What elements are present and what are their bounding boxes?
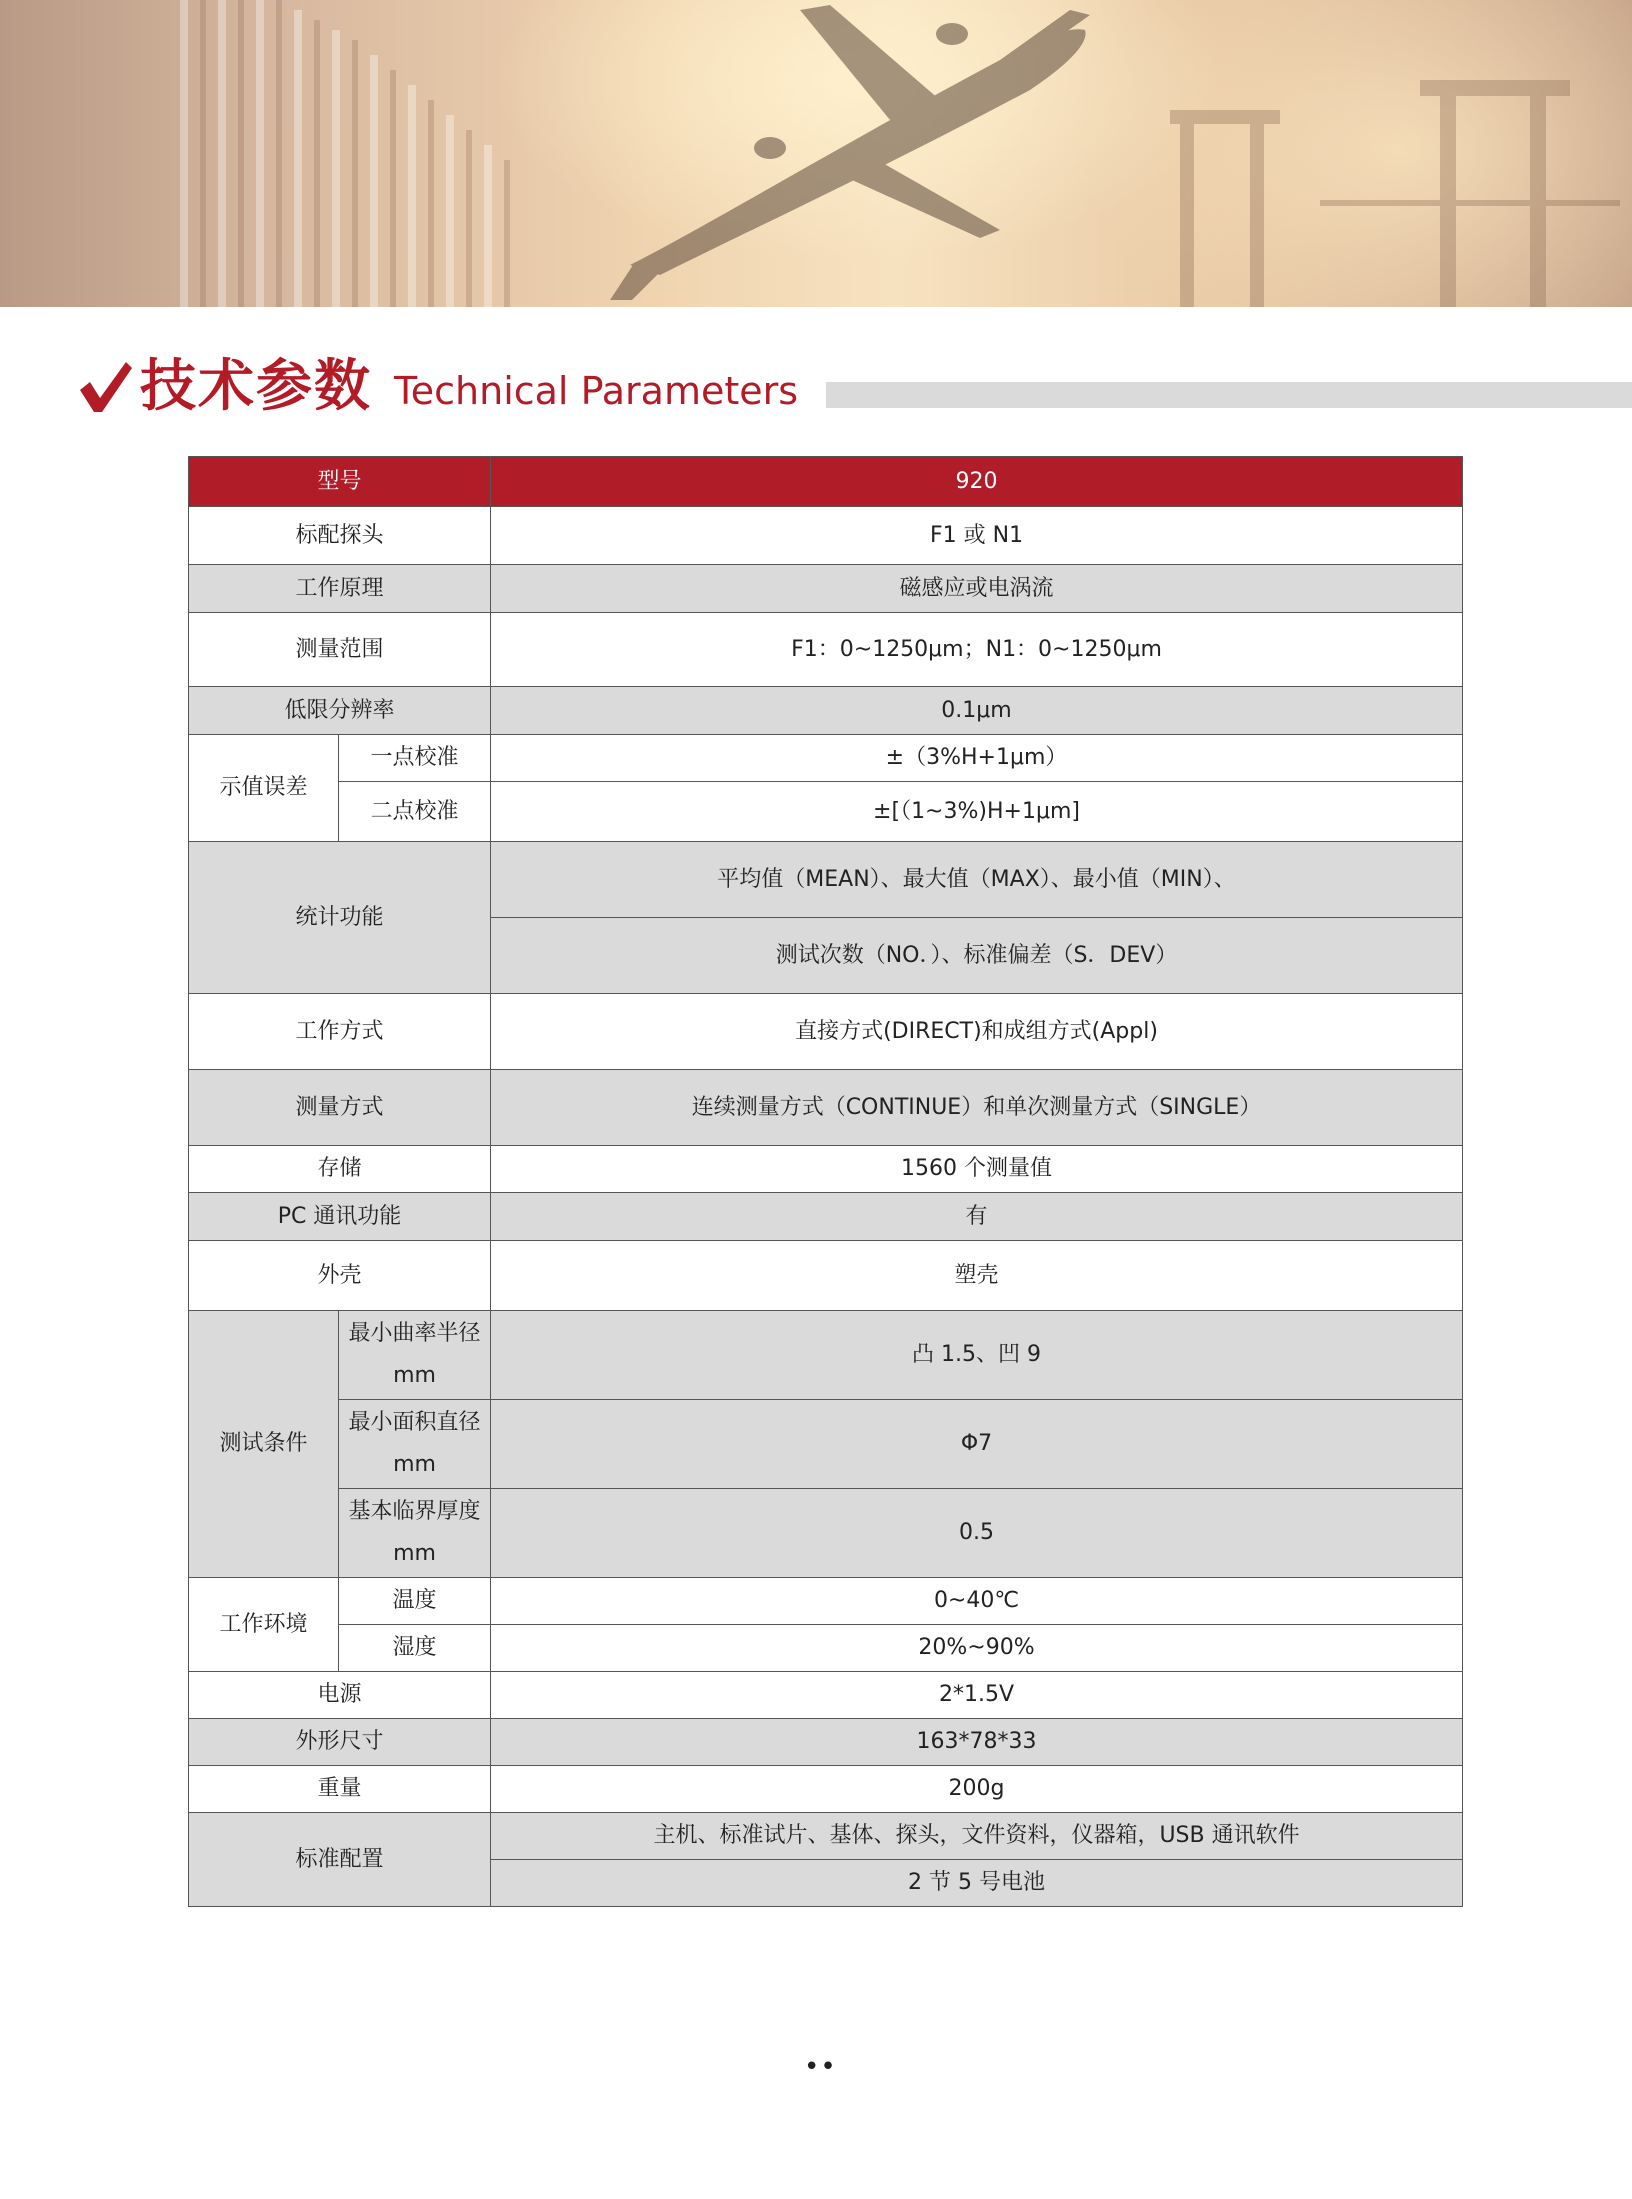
header-model-label: 型号 xyxy=(189,457,491,507)
section-heading xyxy=(76,352,1632,422)
table-row xyxy=(189,1489,1463,1578)
row-label: 存储 xyxy=(189,1146,491,1193)
header-model-value: 920 xyxy=(491,457,1463,507)
table-row xyxy=(189,1766,1463,1813)
table-row xyxy=(189,507,1463,565)
row-label: 重量 xyxy=(189,1766,491,1813)
row-value: 0~40℃ xyxy=(491,1578,1463,1625)
table-row xyxy=(189,1625,1463,1672)
airplane-cargo-illustration xyxy=(0,0,1632,307)
table-row xyxy=(189,1578,1463,1625)
row-value: F1：0~1250μm；N1：0~1250μm xyxy=(491,613,1463,687)
title-english: Technical Parameters xyxy=(394,369,799,413)
row-label: 外形尺寸 xyxy=(189,1719,491,1766)
row-label: 低限分辨率 xyxy=(189,687,491,735)
row-value: 磁感应或电涡流 xyxy=(491,565,1463,613)
row-value: 凸 1.5、凹 9 xyxy=(491,1311,1463,1400)
table-row xyxy=(189,1719,1463,1766)
row-sub-label: 湿度 xyxy=(339,1625,491,1672)
sub-label-line: 最小曲率半径 xyxy=(348,1321,481,1346)
row-label: 测量方式 xyxy=(189,1070,491,1146)
row-value: 20%~90% xyxy=(491,1625,1463,1672)
row-label: 外壳 xyxy=(189,1241,491,1311)
table-row xyxy=(189,1070,1463,1146)
row-value: 1560 个测量值 xyxy=(491,1146,1463,1193)
row-value: 163*78*33 xyxy=(491,1719,1463,1766)
row-value: 测试次数（NO．）、标准偏差（S．DEV） xyxy=(491,918,1463,994)
row-value: 有 xyxy=(491,1193,1463,1241)
row-label: 测量范围 xyxy=(189,613,491,687)
sub-label-unit: mm xyxy=(393,1452,436,1477)
table-row xyxy=(189,687,1463,735)
row-value: F1 或 N1 xyxy=(491,507,1463,565)
row-sub-label xyxy=(339,1489,491,1578)
sub-label-unit: mm xyxy=(393,1541,436,1566)
sub-label-line: 基本临界厚度 xyxy=(348,1499,481,1524)
row-group-label: 工作环境 xyxy=(189,1578,339,1672)
table-header-row xyxy=(189,457,1463,507)
row-sub-label: 二点校准 xyxy=(339,782,491,842)
row-label: 标配探头 xyxy=(189,507,491,565)
row-value: 200g xyxy=(491,1766,1463,1813)
row-sub-label: 温度 xyxy=(339,1578,491,1625)
row-value: 塑壳 xyxy=(491,1241,1463,1311)
row-label: PC 通讯功能 xyxy=(189,1193,491,1241)
row-group-label: 测试条件 xyxy=(189,1311,339,1578)
row-label: 电源 xyxy=(189,1672,491,1719)
table-row xyxy=(189,1241,1463,1311)
table-row xyxy=(189,1193,1463,1241)
spec-table xyxy=(188,456,1463,1907)
row-value: 主机、标准试片、基体、探头，文件资料，仪器箱，USB 通讯软件 xyxy=(491,1813,1463,1860)
row-value: ±（3%H+1μm） xyxy=(491,735,1463,782)
row-label: 统计功能 xyxy=(189,842,491,994)
page-marker: •• xyxy=(804,2052,837,2082)
table-row xyxy=(189,1311,1463,1400)
row-label: 工作原理 xyxy=(189,565,491,613)
title-decoration-bar xyxy=(826,382,1632,408)
row-label: 工作方式 xyxy=(189,994,491,1070)
table-row xyxy=(189,1672,1463,1719)
row-value: 平均值（MEAN）、最大值（MAX）、最小值（MIN）、 xyxy=(491,842,1463,918)
row-value: 连续测量方式（CONTINUE）和单次测量方式（SINGLE） xyxy=(491,1070,1463,1146)
table-row xyxy=(189,994,1463,1070)
table-row xyxy=(189,1813,1463,1860)
table-row xyxy=(189,1400,1463,1489)
row-sub-label xyxy=(339,1311,491,1400)
row-value: 0.5 xyxy=(491,1489,1463,1578)
row-value: 2 节 5 号电池 xyxy=(491,1860,1463,1907)
table-row xyxy=(189,842,1463,918)
table-row xyxy=(189,782,1463,842)
row-value: ±[（1~3%)H+1μm] xyxy=(491,782,1463,842)
row-value: 直接方式(DIRECT)和成组方式(Appl) xyxy=(491,994,1463,1070)
row-group-label: 示值误差 xyxy=(189,735,339,842)
row-sub-label: 一点校准 xyxy=(339,735,491,782)
sub-label-unit: mm xyxy=(393,1363,436,1388)
row-value: 2*1.5V xyxy=(491,1672,1463,1719)
table-row xyxy=(189,735,1463,782)
table-row xyxy=(189,613,1463,687)
title-chinese: 技术参数 xyxy=(140,354,372,419)
header-banner xyxy=(0,0,1632,307)
table-row xyxy=(189,1146,1463,1193)
table-row xyxy=(189,565,1463,613)
row-value: 0.1μm xyxy=(491,687,1463,735)
row-sub-label xyxy=(339,1400,491,1489)
row-value: Φ7 xyxy=(491,1400,1463,1489)
row-label: 标准配置 xyxy=(189,1813,491,1907)
sub-label-line: 最小面积直径 xyxy=(348,1410,481,1435)
checkmark-icon xyxy=(76,358,134,416)
